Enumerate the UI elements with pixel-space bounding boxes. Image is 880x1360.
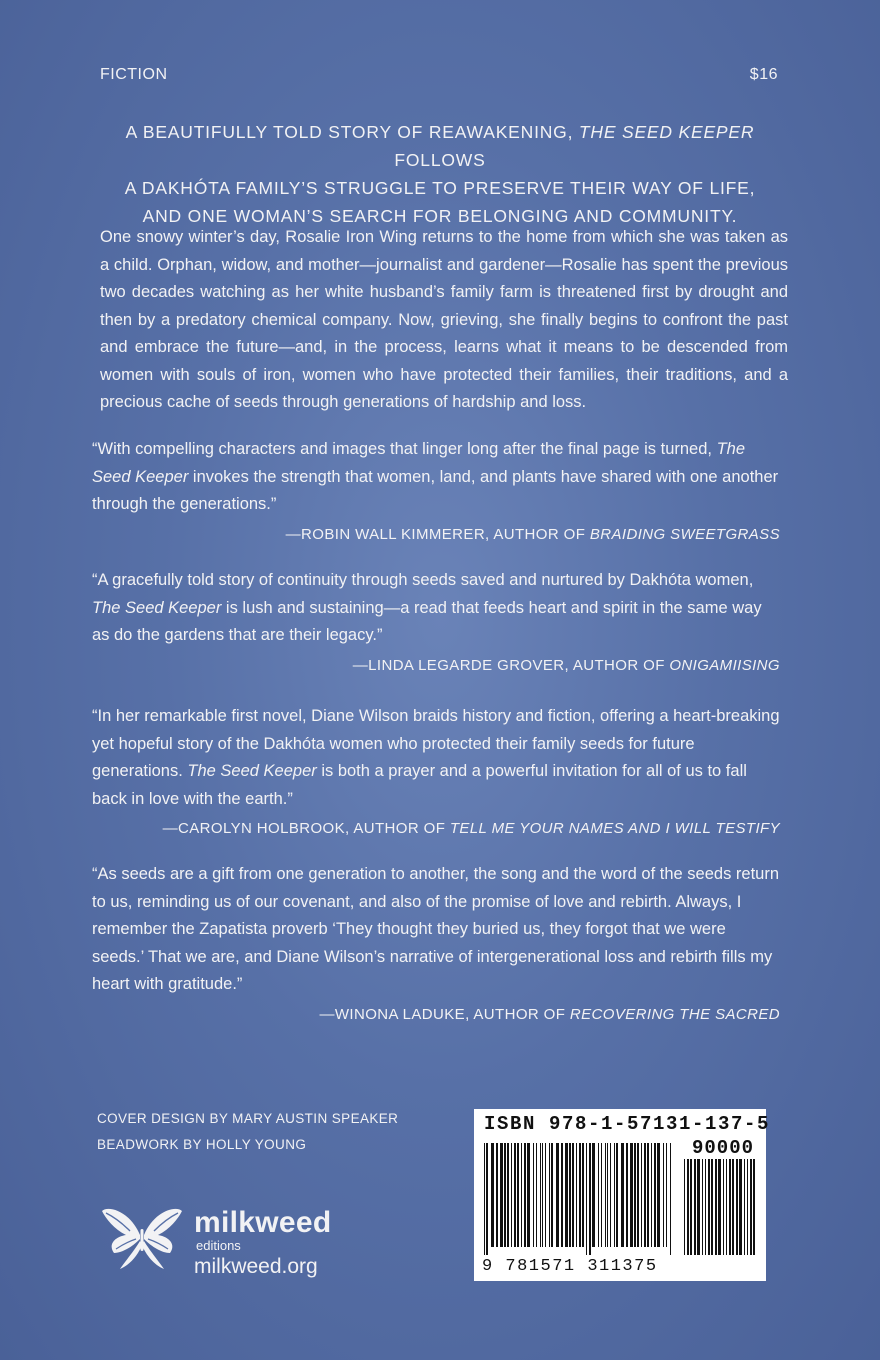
quote-title: The Seed Keeper xyxy=(92,440,746,486)
ean-digits: 9 781571 311375 xyxy=(482,1257,658,1276)
barcode-bar xyxy=(486,1143,488,1255)
barcode-bar xyxy=(484,1143,485,1255)
attribution-author: —WINONA LADUKE, AUTHOR OF xyxy=(319,1005,570,1023)
barcode-bar xyxy=(504,1143,506,1247)
barcode-bar xyxy=(626,1143,628,1247)
barcode-addon-bar xyxy=(732,1159,734,1255)
quote-holbrook xyxy=(92,703,780,843)
barcode-bar xyxy=(579,1143,581,1247)
barcode-bar xyxy=(545,1143,546,1247)
attribution-book: BRAIDING SWEETGRASS xyxy=(589,525,780,543)
synopsis: One snowy winter’s day, Rosalie Iron Wing returns to the home from which she was taken as a child. Orphan, widow, and mother—journalist and gardener—Rosalie has spent the previous two decades watching as her white husband’s family farm is threatened first by drought and then by a predatory chemical company. Now, grieving, she finally begins to confront the past and embrace the future—and, in the process, learns what it means to be descended from women with souls of iron, women who have protected their families, their traditions, and a precious cache of seeds through generations of hardship and loss. xyxy=(100,228,788,411)
barcode-bar xyxy=(507,1143,509,1247)
barcode-bar xyxy=(630,1143,633,1247)
barcode-bar xyxy=(621,1143,624,1247)
quote-title: The Seed Keeper xyxy=(92,598,222,617)
barcode-addon-bar xyxy=(739,1159,742,1255)
barcode-addon-bar xyxy=(687,1159,689,1255)
top-bar xyxy=(100,66,778,84)
barcode-bar xyxy=(605,1143,606,1247)
headline-text: A BEAUTIFULLY TOLD STORY OF REAWAKENING, xyxy=(125,122,579,142)
attribution-author: —ROBIN WALL KIMMERER, AUTHOR OF xyxy=(285,525,590,543)
barcode-bar xyxy=(634,1143,636,1247)
barcode-bar xyxy=(527,1143,530,1247)
quote-text: “As seeds are a gift from one generation to another, the song and the word of the seeds return to us, reminding us of our covenant, and also of the promise of love and rebirth. Always, I remember the Zapatista proverb ‘They thought they buried us, they forgot that we were seeds.’ That we are, and Diane Wilson’s narrative of intergenerational loss and rebirth fills my heart with gratitude.” xyxy=(92,865,780,993)
barcode-bar xyxy=(561,1143,563,1247)
publisher-sub: editions xyxy=(196,1238,241,1253)
barcode-bar xyxy=(592,1143,595,1247)
butterfly-icon xyxy=(100,1205,184,1271)
isbn-barcode xyxy=(474,1109,771,1281)
barcode-addon-bar xyxy=(726,1159,727,1255)
barcode-bar xyxy=(551,1143,553,1247)
barcode-bar xyxy=(536,1143,537,1247)
headline-text: FOLLOWS xyxy=(394,150,486,170)
barcode-bars xyxy=(484,1143,756,1255)
barcode-addon-bar xyxy=(711,1159,713,1255)
genre-label: FICTION xyxy=(100,66,168,83)
barcode-bar xyxy=(666,1143,667,1247)
credits xyxy=(97,1106,398,1158)
headline-line-3: AND ONE WOMAN’S SEARCH FOR BELONGING AND COMMUNITY. xyxy=(142,206,738,226)
isbn-number: ISBN 978-1-57131-137-5 xyxy=(484,1113,771,1135)
attribution-book: RECOVERING THE SACRED xyxy=(569,1005,780,1023)
quote-text: is both a prayer and a powerful invitation for all of us to fall back in love with the earth.” xyxy=(92,762,747,808)
quote-text: invokes the strength that women, land, and plants have shared with one another through the generations.” xyxy=(92,467,779,513)
quote-laduke xyxy=(92,861,780,1028)
barcode-bar xyxy=(500,1143,503,1247)
barcode-bar xyxy=(540,1143,541,1247)
headline-line-2: A DAKHÓTA FAMILY’S STRUGGLE TO PRESERVE THEIR WAY OF LIFE, xyxy=(124,178,756,198)
barcode-addon-bar xyxy=(729,1159,731,1255)
barcode-addon-bar xyxy=(747,1159,748,1255)
barcode-bar xyxy=(670,1143,671,1255)
barcode-bar xyxy=(491,1143,494,1247)
headline-title: THE SEED KEEPER xyxy=(578,122,755,142)
barcode-bar xyxy=(533,1143,534,1247)
barcode-addon-bar xyxy=(708,1159,710,1255)
barcode-bar xyxy=(572,1143,574,1247)
beadwork-credit: BEADWORK BY HOLLY YOUNG xyxy=(97,1137,307,1152)
barcode-bar xyxy=(542,1143,543,1247)
barcode-bar xyxy=(565,1143,568,1247)
attribution-book: ONIGAMIISING xyxy=(669,656,780,674)
barcode-addon-bar xyxy=(694,1159,696,1255)
barcode-bar xyxy=(521,1143,522,1247)
barcode-bar xyxy=(556,1143,559,1247)
barcode-bar xyxy=(637,1143,639,1247)
barcode-bar xyxy=(641,1143,642,1247)
barcode-bar xyxy=(576,1143,577,1247)
barcode-bar xyxy=(601,1143,602,1247)
attribution-book: TELL ME YOUR NAMES AND I WILL TESTIFY xyxy=(449,820,780,837)
barcode-bar xyxy=(511,1143,512,1247)
quote-text: “In her remarkable first novel, Diane Wilson braids history and fiction, offering a heart-breaking yet hopeful story of the Dakhóta women who protected their family seeds for future generations. xyxy=(92,707,780,780)
attribution-author: —LINDA LEGARDE GROVER, AUTHOR OF xyxy=(352,656,670,674)
quote-kimmerer xyxy=(92,436,780,548)
barcode-bar xyxy=(651,1143,652,1247)
barcode-bar xyxy=(647,1143,649,1247)
barcode-addon-bar xyxy=(750,1159,752,1255)
publisher-wordmark xyxy=(194,1207,331,1279)
quote-attribution xyxy=(92,815,780,843)
barcode-addon-bar xyxy=(718,1159,721,1255)
barcode-bar xyxy=(524,1143,526,1247)
barcode-bar xyxy=(586,1143,587,1255)
quote-attribution xyxy=(92,521,780,549)
price-code: 90000 xyxy=(691,1137,754,1159)
barcode-bar xyxy=(496,1143,498,1247)
headline xyxy=(90,118,790,230)
publisher-logo xyxy=(100,1205,331,1279)
price-label: $16 xyxy=(749,66,778,83)
barcode-bar xyxy=(514,1143,516,1247)
barcode-bar xyxy=(610,1143,611,1247)
barcode-bar xyxy=(614,1143,615,1247)
barcode-addon-bar xyxy=(753,1159,755,1255)
barcode-addon-bar xyxy=(684,1159,685,1255)
barcode-bar xyxy=(582,1143,584,1247)
barcode-bar xyxy=(517,1143,519,1247)
quote-text: “With compelling characters and images that linger long after the final page is turned, xyxy=(92,440,717,458)
quote-text: is lush and sustaining—a read that feeds heart and spirit in the same way as do the gardens that are their legacy.” xyxy=(92,598,762,644)
barcode-bar xyxy=(569,1143,571,1247)
barcode-bar xyxy=(549,1143,550,1247)
barcode-bar xyxy=(644,1143,646,1247)
quote-grover xyxy=(92,567,780,679)
barcode-bar xyxy=(607,1143,608,1247)
barcode-addon-bar xyxy=(705,1159,706,1255)
barcode-bar xyxy=(654,1143,656,1247)
publisher-url: milkweed.org xyxy=(194,1255,318,1278)
quote-title: The Seed Keeper xyxy=(187,762,317,780)
barcode-bar xyxy=(657,1143,660,1247)
barcode-addon-bar xyxy=(690,1159,692,1255)
barcode-addon-bar xyxy=(744,1159,745,1255)
barcode-addon-bar xyxy=(736,1159,738,1255)
quote-text: “A gracefully told story of continuity through seeds saved and nurtured by Dakhóta women, xyxy=(92,571,754,589)
barcode-addon-bar xyxy=(702,1159,703,1255)
barcode-addon-bar xyxy=(723,1159,724,1255)
quote-attribution xyxy=(92,652,780,680)
barcode-bar xyxy=(598,1143,599,1247)
barcode-bar xyxy=(589,1143,591,1255)
quote-attribution xyxy=(92,1001,780,1029)
cover-design-credit: COVER DESIGN BY MARY AUSTIN SPEAKER xyxy=(97,1111,399,1126)
attribution-author: —CAROLYN HOLBROOK, AUTHOR OF xyxy=(162,820,450,837)
publisher-name: milkweed xyxy=(194,1206,332,1239)
barcode-bar xyxy=(616,1143,618,1247)
barcode-bar xyxy=(663,1143,664,1247)
barcode-addon-bar xyxy=(715,1159,717,1255)
barcode-addon-bar xyxy=(697,1159,700,1255)
